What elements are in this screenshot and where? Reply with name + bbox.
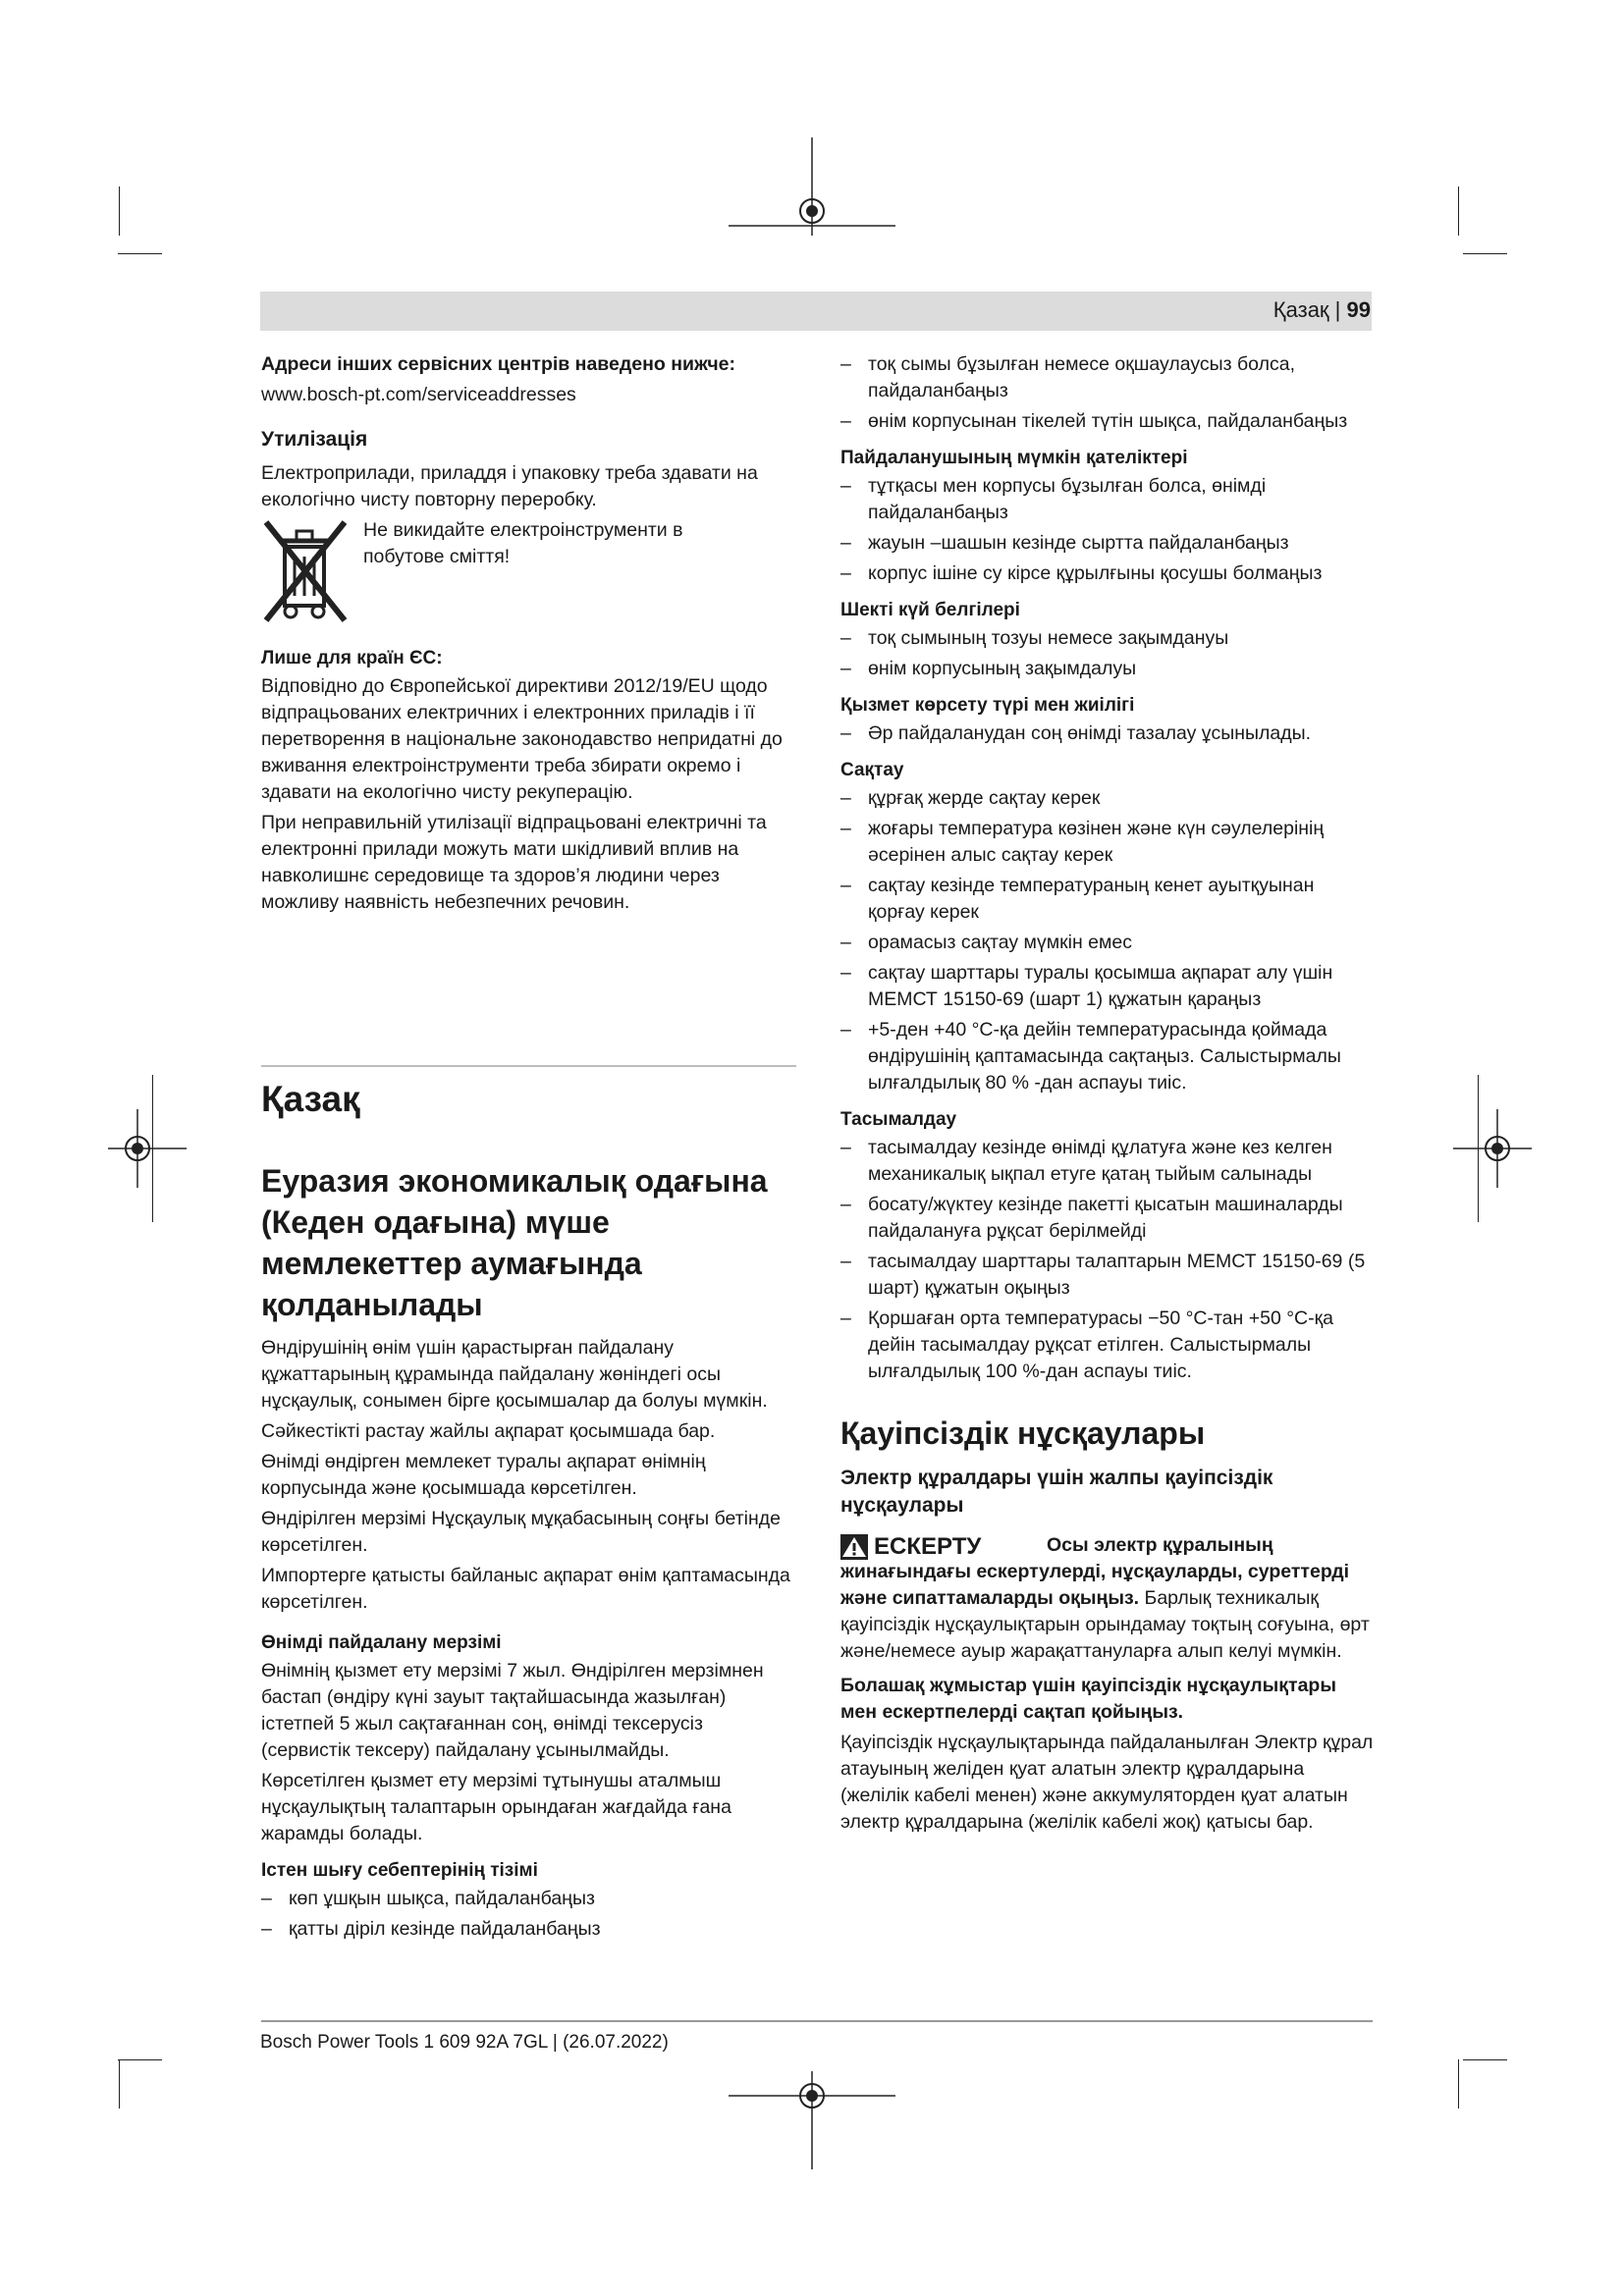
warning-label: ЕСКЕРТУ xyxy=(840,1533,981,1560)
page-header: Қазақ | 99 xyxy=(1272,297,1371,322)
registration-mark-right xyxy=(1453,1109,1532,1188)
disposal-paragraph: Електроприлади, приладдя і упаковку треба здавати на екологічно чисту повторну переробку. xyxy=(261,462,758,510)
term-paragraph: Қауіпсіздік нұсқаулықтарында пайдаланылған Электр құрал атауының желіден қуат алатын электр құралдарына (желілік кабелі менен) және аккумуляторден қуат алатын электр құралдарына (желілік кабелі жоқ) қатысы бар. xyxy=(840,1732,1374,1833)
list-item: – жоғары температура көзінен және күн сәулелерінің әсерінен алыс сақтау керек xyxy=(840,816,1376,869)
service-heading: Адреси інших сервісних центрів наведено нижче: xyxy=(261,353,735,375)
eurasia-paragraph-1: Өндірушінің өнім үшін қарастырған пайдалану құжаттарының құрамында пайдалану жөніндегі осы нұсқаулық, сонымен бірге қосымшалар да болуы мүмкін. xyxy=(261,1337,768,1412)
lifetime-paragraph-1: Өнімнің қызмет ету мерзімі 7 жыл. Өндірілген мерзімнен бастап (өндіру күні зауыт тақтайшасында жазылған) істетпей 5 жыл сақтағаннан соң, өнімді тексерусіз (сервистік тексеру) пайдалану ұсынылмайды. xyxy=(261,1660,764,1761)
page-number: 99 xyxy=(1346,297,1371,322)
keep-instructions-heading: Болашақ жұмыстар үшін қауіпсіздік нұсқаулықтары мен ескертпелерді сақтап қойыңыз. xyxy=(840,1675,1336,1723)
eurasia-paragraph-5: Импортерге қатысты байланыс ақпарат өнім қаптамасында көрсетілген. xyxy=(261,1565,790,1613)
service-url: www.bosch-pt.com/serviceaddresses xyxy=(261,384,576,405)
left-column-kazakh xyxy=(261,1078,796,1947)
right-column xyxy=(840,351,1376,1840)
list-item: – көп ұшқын шықса, пайдаланбаңыз xyxy=(261,1886,796,1912)
registration-mark-left xyxy=(108,1109,187,1188)
disposal-icon-row xyxy=(261,517,796,625)
list-item: – Әр пайдаланудан соң өнімді тазалау ұсынылады. xyxy=(840,721,1376,747)
failure-list xyxy=(261,1886,796,1943)
left-column xyxy=(261,351,796,920)
list-item: – өнім корпусынан тікелей түтін шықса, пайдаланбаңыз xyxy=(840,408,1376,435)
list-item: – орамасыз сақтау мүмкін емес xyxy=(840,930,1376,956)
failure-heading: Істен шығу себептерінің тізімі xyxy=(261,1860,538,1881)
list-item: – тұтқасы мен корпусы бұзылған болса, өнімді пайдаланбаңыз xyxy=(840,473,1376,526)
list-item: – тасымалдау шарттары талаптарын МЕМСТ 15150-69 (5 шарт) құжатын оқыңыз xyxy=(840,1249,1376,1302)
list-item: – құрғақ жерде сақтау керек xyxy=(840,785,1376,812)
disposal-heading: Утилізація xyxy=(261,428,368,451)
limit-heading: Шекті күй белгілері xyxy=(840,600,1020,620)
registration-mark-bottom xyxy=(729,2071,895,2169)
header-section: Қазақ xyxy=(1272,297,1329,322)
list-item: – өнім корпусының зақымдалуы xyxy=(840,656,1376,682)
eu-heading: Лише для країн ЄС: xyxy=(261,648,443,668)
eu-paragraph-2: При неправильній утилізації відпрацьовані електричні та електронні прилади можуть мати шкідливий вплив на навколишнє середовище та здоров’я людини через можливу наявність небезпечних речовин. xyxy=(261,812,767,913)
eurasia-paragraph-2: Сәйкестікті растау жайлы ақпарат қосымшада бар. xyxy=(261,1420,716,1442)
eurasia-paragraph-3: Өнімді өндірген мемлекет туралы ақпарат өнімнің корпусында және қосымшада көрсетілген. xyxy=(261,1451,706,1499)
limit-list xyxy=(840,625,1376,682)
list-item: – жауын –шашын кезінде сыртта пайдаланбаңыз xyxy=(840,530,1376,557)
service-list xyxy=(840,721,1376,747)
language-heading: Қазақ xyxy=(261,1079,360,1119)
transport-list xyxy=(840,1135,1376,1385)
list-item: – тоқ сымы бұзылған немесе оқшаулаусыз болса, пайдаланбаңыз xyxy=(840,351,1376,404)
errors-heading: Пайдаланушының мүмкін қателіктері xyxy=(840,448,1188,468)
storage-heading: Сақтау xyxy=(840,760,904,780)
section-divider xyxy=(261,1065,796,1067)
disposal-icon-text: Не викидайте електроінструменти в побутове сміття! xyxy=(363,519,683,567)
list-item: – сақтау шарттары туралы қосымша ақпарат алу үшін МЕМСТ 15150-69 (шарт 1) құжатын қараңыз xyxy=(840,960,1376,1013)
list-item: – сақтау кезінде температураның кенет ауытқуынан қорғау керек xyxy=(840,873,1376,926)
storage-list xyxy=(840,785,1376,1096)
footer-rule xyxy=(261,2020,1373,2022)
list-item: – тоқ сымының тозуы немесе зақымдануы xyxy=(840,625,1376,652)
registration-mark-top xyxy=(729,137,895,236)
warning-text: Барлық техникалық қауіпсіздік нұсқаулықтарын орындамау тоқтың соғуына, өрт және/немесе ауыр жарақаттануларға алып келуі мүмкін. xyxy=(840,1587,1370,1662)
eurasia-heading: Еуразия экономикалық одағына (Кеден одағына) мүше мемлекеттер аумағында қолданылады xyxy=(261,1163,768,1322)
transport-heading: Тасымалдау xyxy=(840,1109,957,1130)
eurasia-paragraph-4: Өндірілген мерзімі Нұсқаулық мұқабасының соңғы бетінде көрсетілген. xyxy=(261,1508,781,1556)
errors-list xyxy=(840,473,1376,587)
safety-heading: Қауіпсіздік нұсқаулары xyxy=(840,1415,1206,1451)
list-item: – қатты діріл кезінде пайдаланбаңыз xyxy=(261,1916,796,1943)
list-item: – корпус ішіне су кірсе құрылғыны қосушы болмаңыз xyxy=(840,561,1376,587)
list-item: – тасымалдау кезінде өнімді құлатуға және кез келген механикалық ықпал етуге қатаң тыйым салынады xyxy=(840,1135,1376,1188)
lifetime-heading: Өнімді пайдалану мерзімі xyxy=(261,1632,502,1653)
crossed-bin-icon xyxy=(261,517,350,625)
general-safety-heading: Электр құралдары үшін жалпы қауіпсіздік нұсқаулары xyxy=(840,1467,1273,1517)
lifetime-paragraph-2: Көрсетілген қызмет ету мерзімі тұтынушы аталмыш нұсқаулықтың талаптарын орындаған жағдайда ғана жарамды болады. xyxy=(261,1770,731,1844)
header-bar xyxy=(260,292,1372,331)
top-list xyxy=(840,351,1376,435)
list-item: – босату/жүктеу кезінде пакетті қысатын машиналарды пайдалануға рұқсат берілмейді xyxy=(840,1192,1376,1245)
list-item: – Қоршаған орта температурасы −50 °C-тан +50 °C-қа дейін тасымалдау рұқсат етілген. Салыстырмалы ылғалдылық 100 %-дан аспауы тиіс. xyxy=(840,1306,1376,1385)
footer-text: Bosch Power Tools 1 609 92A 7GL | (26.07.2022) xyxy=(260,2032,669,2053)
list-item: – +5-ден +40 °C-қа дейін температурасында қоймада өндірушінің қаптамасында сақтаңыз. Салыстырмалы ылғалдылық 80 % -дан аспауы тиіс. xyxy=(840,1017,1376,1096)
service-type-heading: Қызмет көрсету түрі мен жиілігі xyxy=(840,695,1135,716)
warning-triangle-icon xyxy=(840,1534,868,1560)
eu-paragraph-1: Відповідно до Європейської директиви 2012/19/EU щодо відпрацьованих електричних і електронних приладів і її перетворення в національне законодавство непридатні до вживання електроінструменти треба збирати окремо і здавати на екологічно чисту рекуперацію. xyxy=(261,675,783,803)
warning-bold-text: Осы электр құралының жинағындағы ескертулерді, нұсқауларды, суреттерді және сипаттамаларды оқыңыз. xyxy=(840,1534,1350,1609)
